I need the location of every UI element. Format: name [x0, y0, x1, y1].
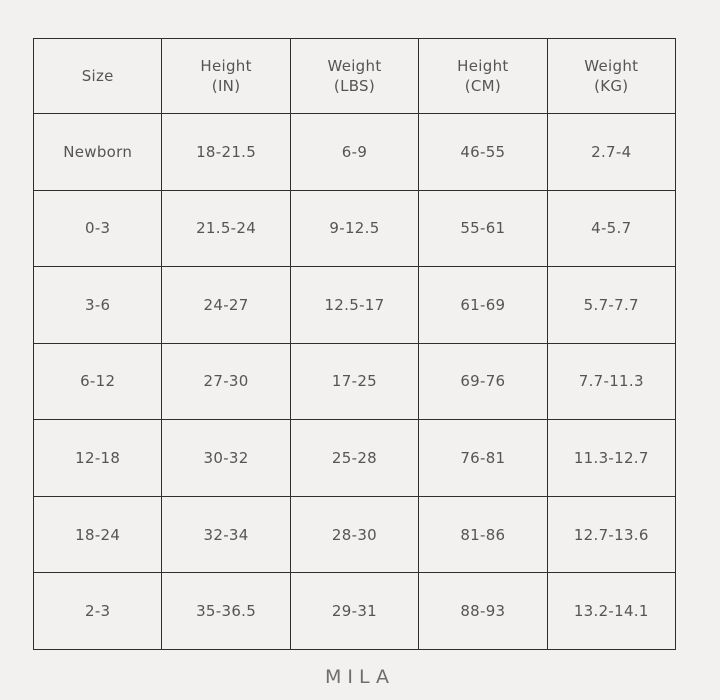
cell-weight-kg: 5.7-7.7: [547, 267, 675, 344]
cell-weight-kg: 11.3-12.7: [547, 420, 675, 497]
cell-weight-lbs: 6-9: [290, 114, 418, 191]
header-label: Weight: [327, 57, 382, 75]
table-row: [34, 114, 676, 191]
table-row: [34, 573, 676, 650]
cell-size: 6-12: [34, 343, 162, 420]
cell-size: 12-18: [34, 420, 162, 497]
header-weight-lbs: [290, 39, 418, 114]
size-chart-table: [33, 38, 676, 650]
cell-height-cm: 76-81: [419, 420, 547, 497]
cell-weight-kg: 12.7-13.6: [547, 496, 675, 573]
cell-size: Newborn: [34, 114, 162, 191]
header-size: [34, 39, 162, 114]
cell-height-in: 32-34: [162, 496, 290, 573]
table-row: [34, 420, 676, 497]
header-label: Size: [81, 67, 114, 85]
brand-logo-text: MILA: [324, 666, 395, 688]
cell-height-in: 18-21.5: [162, 114, 290, 191]
cell-weight-lbs: 17-25: [290, 343, 418, 420]
cell-weight-kg: 7.7-11.3: [547, 343, 675, 420]
cell-weight-kg: 2.7-4: [547, 114, 675, 191]
cell-weight-lbs: 29-31: [290, 573, 418, 650]
table-row: [34, 343, 676, 420]
cell-height-cm: 55-61: [419, 190, 547, 267]
cell-height-in: 24-27: [162, 267, 290, 344]
header-unit: (CM): [464, 77, 502, 95]
cell-height-cm: 46-55: [419, 114, 547, 191]
header-unit: (KG): [594, 77, 629, 95]
header-weight-kg: [547, 39, 675, 114]
header-row: [34, 39, 676, 114]
cell-height-in: 21.5-24: [162, 190, 290, 267]
cell-size: 0-3: [34, 190, 162, 267]
cell-height-in: 30-32: [162, 420, 290, 497]
header-label: Height: [457, 57, 509, 75]
cell-height-in: 35-36.5: [162, 573, 290, 650]
cell-height-cm: 69-76: [419, 343, 547, 420]
header-label: Height: [200, 57, 252, 75]
cell-height-cm: 81-86: [419, 496, 547, 573]
cell-weight-lbs: 28-30: [290, 496, 418, 573]
header-unit: (LBS): [333, 77, 376, 95]
cell-height-cm: 88-93: [419, 573, 547, 650]
cell-height-cm: 61-69: [419, 267, 547, 344]
table-row: [34, 267, 676, 344]
table-body: [34, 114, 676, 650]
cell-weight-lbs: 9-12.5: [290, 190, 418, 267]
table-row: [34, 496, 676, 573]
cell-weight-kg: 4-5.7: [547, 190, 675, 267]
header-label: Weight: [584, 57, 639, 75]
header-height-cm: [419, 39, 547, 114]
cell-size: 18-24: [34, 496, 162, 573]
cell-size: 3-6: [34, 267, 162, 344]
header-unit: (IN): [211, 77, 241, 95]
table-row: [34, 190, 676, 267]
header-height-in: [162, 39, 290, 114]
table-header: [34, 39, 676, 114]
cell-weight-lbs: 12.5-17: [290, 267, 418, 344]
cell-size: 2-3: [34, 573, 162, 650]
cell-height-in: 27-30: [162, 343, 290, 420]
cell-weight-kg: 13.2-14.1: [547, 573, 675, 650]
cell-weight-lbs: 25-28: [290, 420, 418, 497]
